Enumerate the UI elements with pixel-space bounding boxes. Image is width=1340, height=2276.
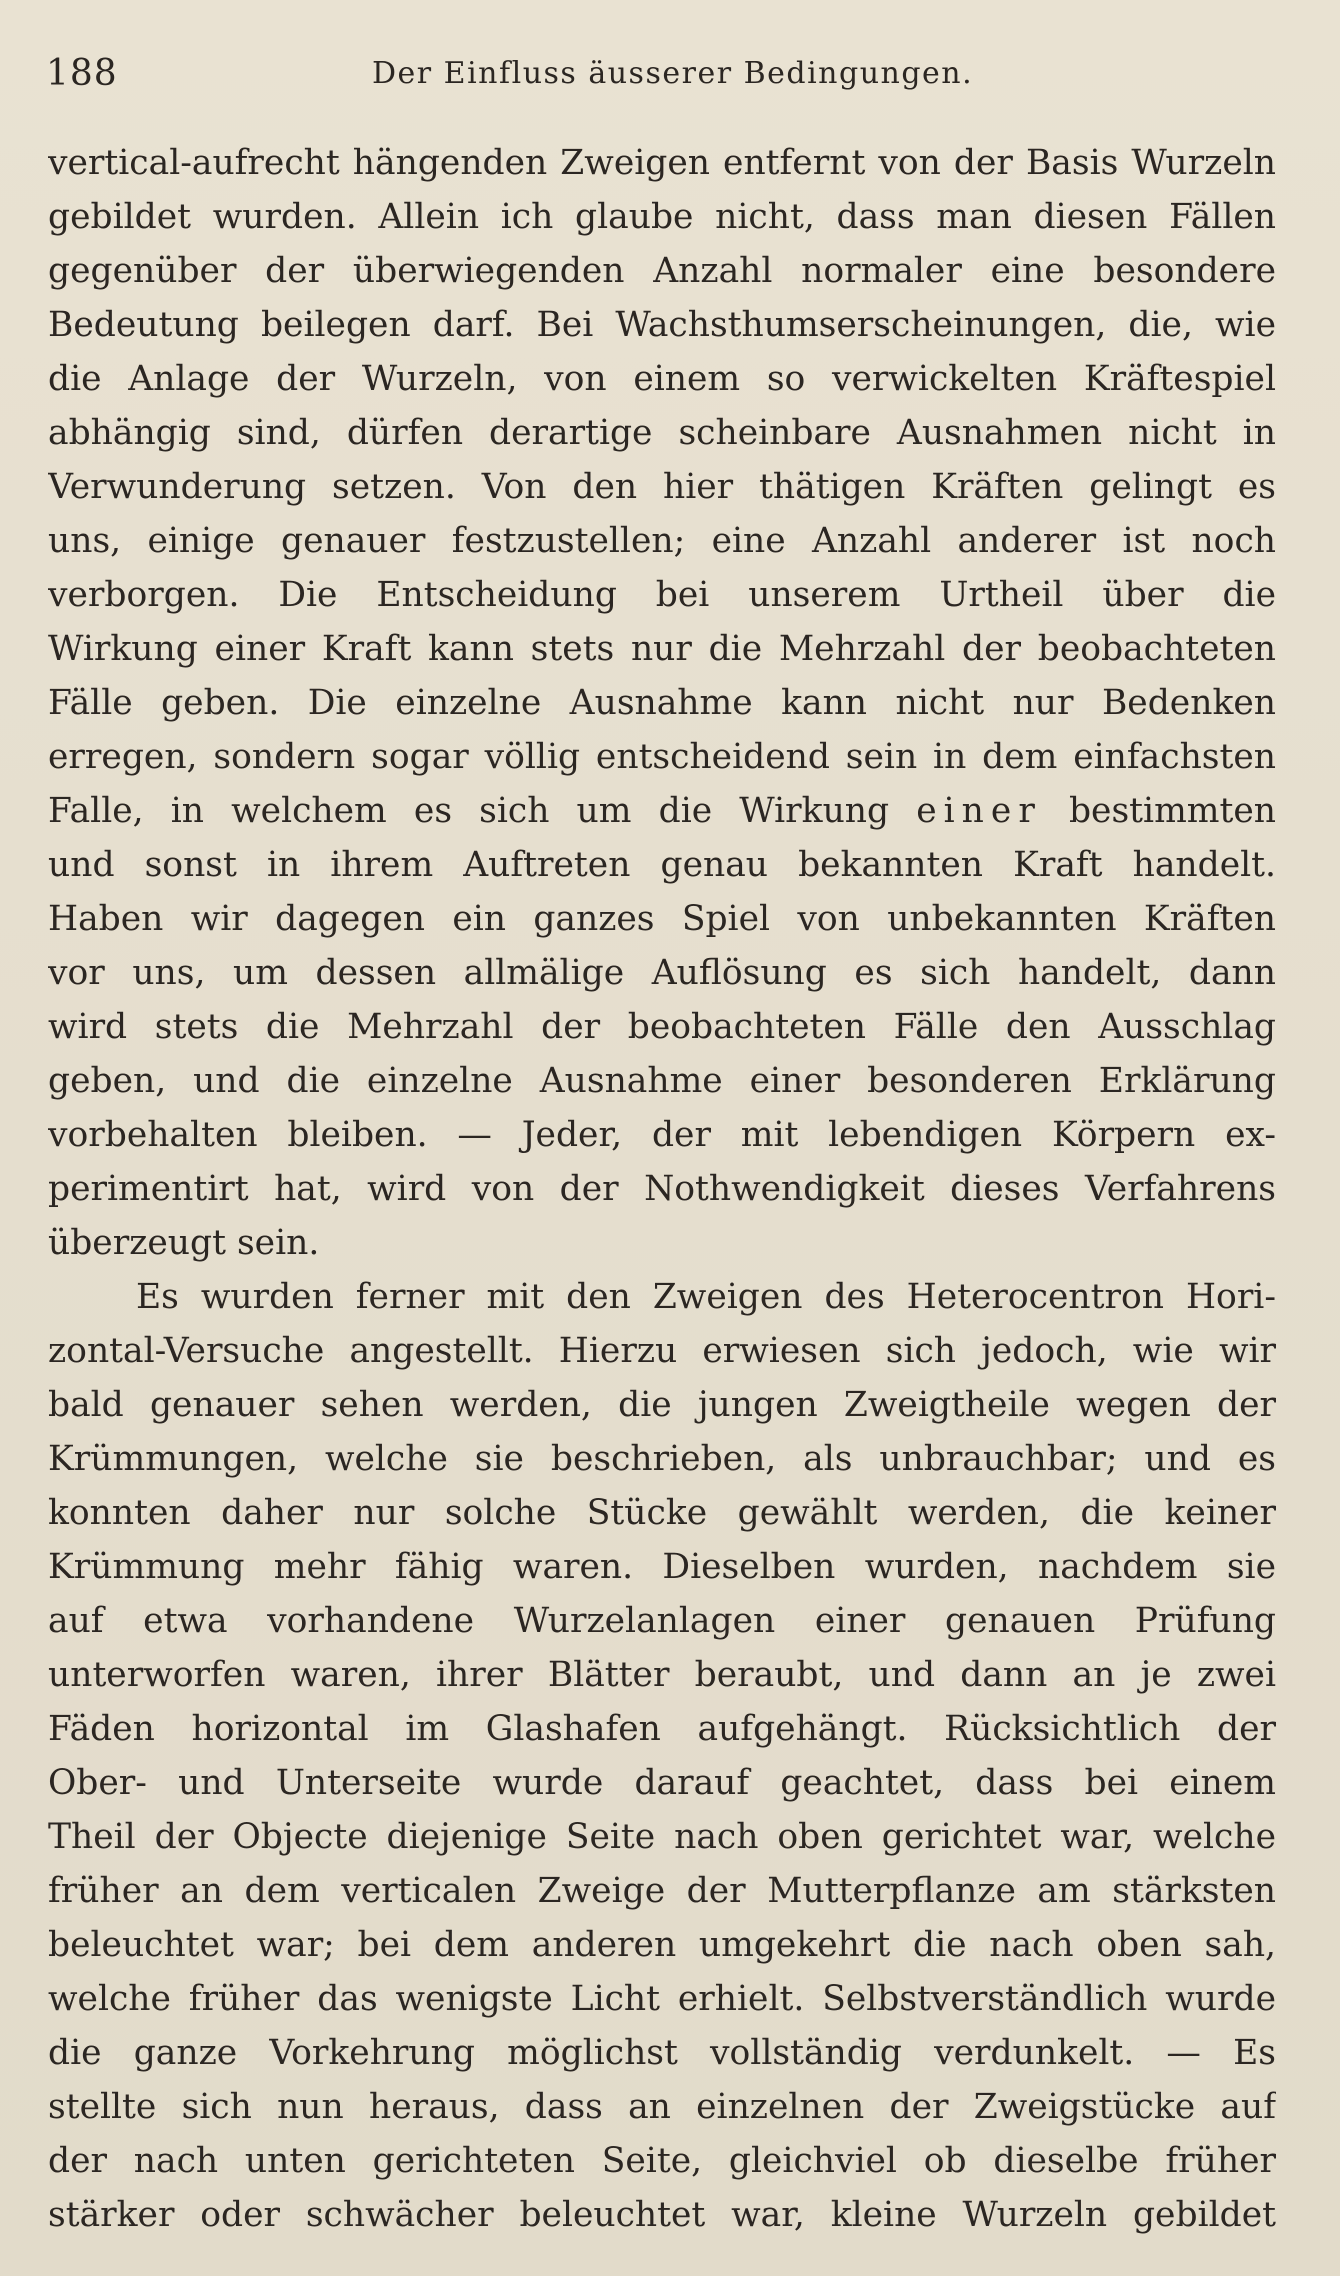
text-line: geben, und die einzelne Ausnahme einer besonderen Erklärung — [48, 1061, 1276, 1101]
text-line: uns, einige genauer festzustellen; eine Anzahl anderer ist noch — [48, 521, 1276, 561]
text-line: perimentirt hat, wird von der Nothwendigkeit dieses Verfahrens — [48, 1169, 1276, 1209]
text-segment: bestimmten — [1068, 791, 1276, 831]
text-line: welche früher das wenigste Licht erhielt. Selbstverständlich wurde — [48, 1979, 1276, 2019]
running-title: Der Einfluss äusserer Bedingungen. — [372, 56, 974, 91]
text-line: Wirkung einer Kraft kann stets nur die Mehrzahl der beobachteten — [48, 629, 1276, 669]
text-line: Verwunderung setzen. Von den hier thätigen Kräften gelingt es — [48, 467, 1276, 507]
body-text — [48, 136, 1276, 2242]
text-line: stellte sich nun heraus, dass an einzelnen der Zweigstücke auf — [48, 2087, 1276, 2127]
text-line: Theil der Objecte diejenige Seite nach oben gerichtet war, welche — [48, 1817, 1276, 1857]
text-line: gebildet wurden. Allein ich glaube nicht, dass man diesen Fällen — [48, 197, 1276, 237]
text-line: auf etwa vorhandene Wurzelanlagen einer genauen Prüfung — [48, 1601, 1276, 1641]
text-line: früher an dem verticalen Zweige der Mutterpflanze am stärksten — [48, 1871, 1276, 1911]
text-line: der nach unten gerichteten Seite, gleichviel ob dieselbe früher — [48, 2141, 1276, 2181]
text-line: Fälle geben. Die einzelne Ausnahme kann nicht nur Bedenken — [48, 683, 1276, 723]
text-line: Krümmung mehr fähig waren. Dieselben wurden, nachdem sie — [48, 1547, 1276, 1587]
text-line: Fäden horizontal im Glashafen aufgehängt. Rücksichtlich der — [48, 1709, 1276, 1749]
text-line: unterworfen waren, ihrer Blätter beraubt, und dann an je zwei — [48, 1655, 1276, 1695]
text-line: konnten daher nur solche Stücke gewählt werden, die keiner — [48, 1493, 1276, 1533]
paragraph-start: Es wurden ferner mit den Zweigen des Heterocentron Hori- — [136, 1277, 1276, 1317]
text-line: beleuchtet war; bei dem anderen umgekehrt die nach oben sah, — [48, 1925, 1276, 1965]
text-line: gegenüber der überwiegenden Anzahl normaler eine besondere — [48, 251, 1276, 291]
text-line: vor uns, um dessen allmälige Auflösung es sich handelt, dann — [48, 953, 1276, 993]
text-line — [48, 784, 1276, 838]
text-line: verborgen. Die Entscheidung bei unserem Urtheil über die — [48, 575, 1276, 615]
text-line: Bedeutung beilegen darf. Bei Wachsthumserscheinungen, die, wie — [48, 305, 1276, 345]
text-line: die ganze Vorkehrung möglichst vollständig verdunkelt. — Es — [48, 2033, 1276, 2073]
text-line: überzeugt sein. — [48, 1223, 320, 1263]
text-segment: Falle, in welchem es sich um die Wirkung — [48, 791, 890, 831]
text-line: vorbehalten bleiben. — Jeder, der mit lebendigen Körpern ex- — [48, 1115, 1276, 1155]
text-line: die Anlage der Wurzeln, von einem so verwickelten Kräftespiel — [48, 359, 1276, 399]
page-header — [46, 48, 1278, 108]
text-line: Krümmungen, welche sie beschrieben, als unbrauchbar; und es — [48, 1439, 1276, 1479]
text-line: wird stets die Mehrzahl der beobachteten Fälle den Ausschlag — [48, 1007, 1276, 1047]
page-number: 188 — [46, 53, 118, 94]
text-line: stärker oder schwächer beleuchtet war, kleine Wurzeln gebildet — [48, 2195, 1276, 2235]
text-line: Ober- und Unterseite wurde darauf geachtet, dass bei einem — [48, 1763, 1276, 1803]
text-line: Haben wir dagegen ein ganzes Spiel von unbekannten Kräften — [48, 899, 1276, 939]
text-line: und sonst in ihrem Auftreten genau bekannten Kraft handelt. — [48, 845, 1276, 885]
emphasized-word: einer — [916, 791, 1042, 831]
text-line: bald genauer sehen werden, die jungen Zweigtheile wegen der — [48, 1385, 1276, 1425]
text-line: zontal-Versuche angestellt. Hierzu erwiesen sich jedoch, wie wir — [48, 1331, 1276, 1371]
text-line: abhängig sind, dürfen derartige scheinbare Ausnahmen nicht in — [48, 413, 1276, 453]
text-line: vertical-aufrecht hängenden Zweigen entfernt von der Basis Wurzeln — [48, 143, 1276, 183]
text-line: erregen, sondern sogar völlig entscheidend sein in dem einfachsten — [48, 737, 1276, 777]
